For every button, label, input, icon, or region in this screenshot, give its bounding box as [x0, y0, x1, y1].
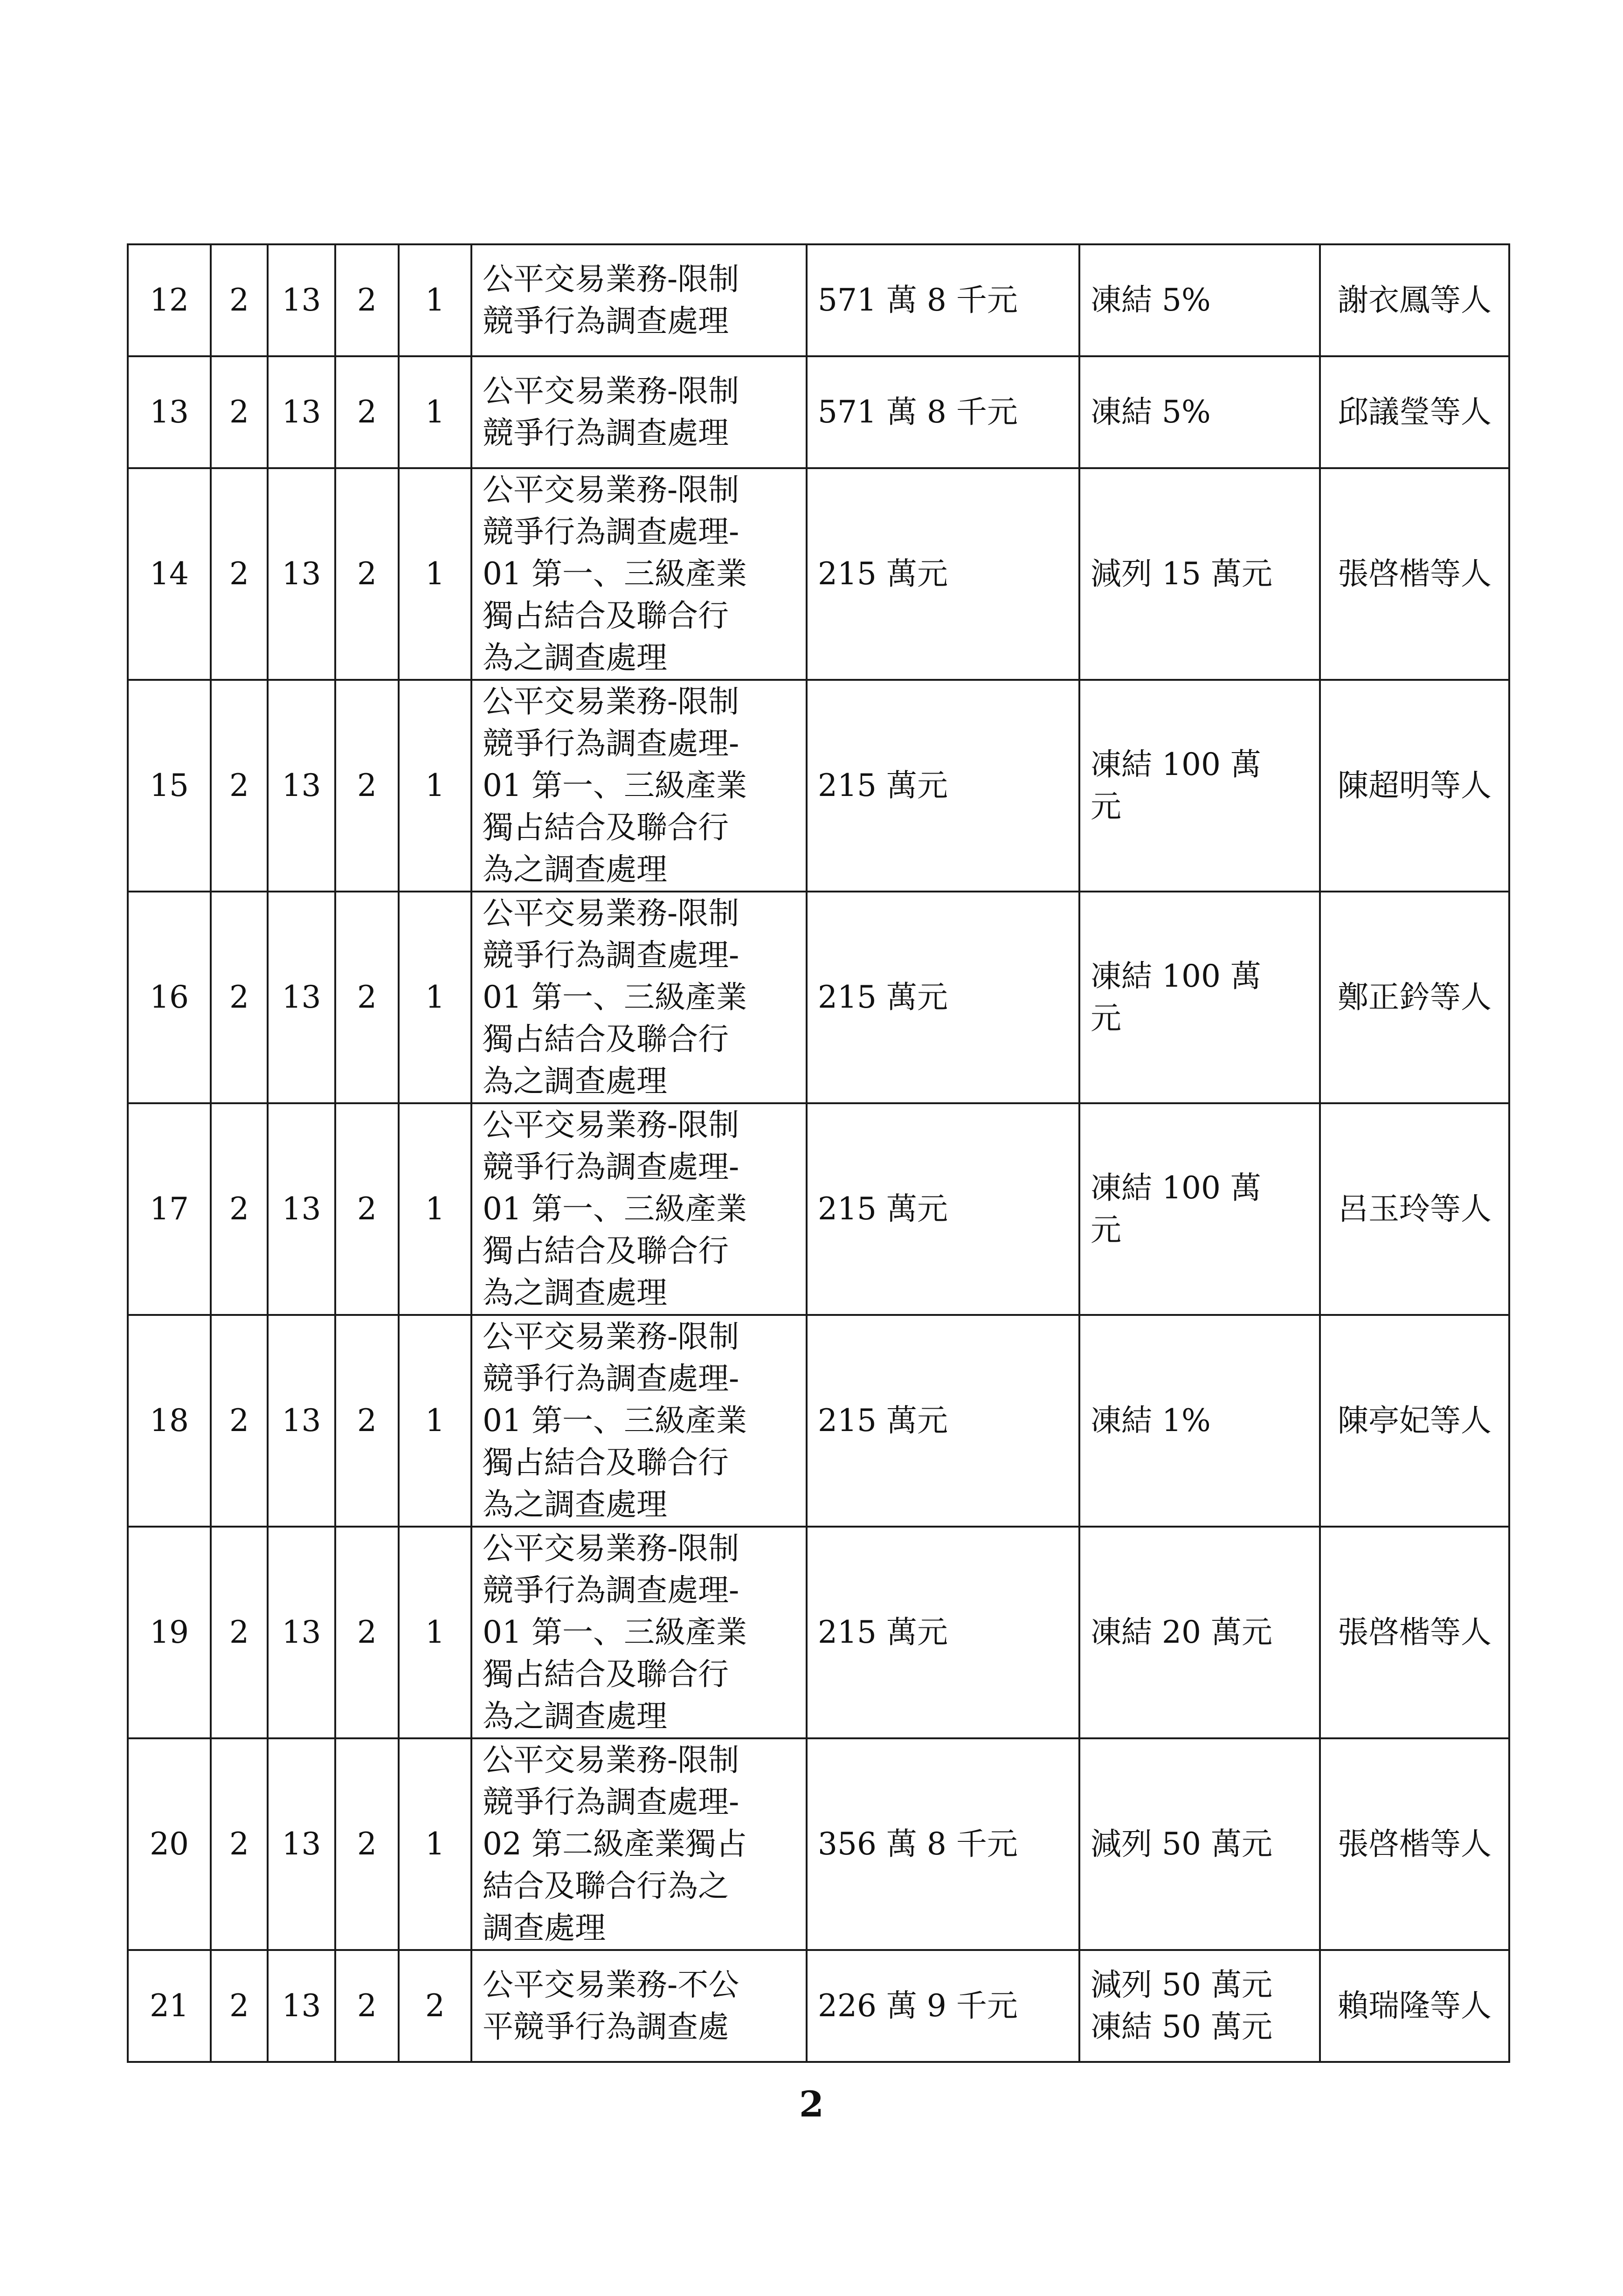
- budget-resolution-table: [127, 243, 1510, 2063]
- item-line: 01 第一、三級產業: [483, 1614, 747, 1650]
- code-cell: 2: [211, 1103, 268, 1315]
- item-line: 競爭行為調查處理-: [483, 1572, 739, 1608]
- item-line: 公平交易業務-限制: [483, 1742, 739, 1778]
- item-cell: [471, 1527, 807, 1738]
- resolution-line: 減列 50 萬元: [1091, 1967, 1272, 2003]
- code-cell: 1: [399, 1738, 471, 1950]
- resolution-line: 元: [1091, 788, 1121, 824]
- item-cell: [471, 468, 807, 680]
- resolution-line: 凍結 50 萬元: [1091, 2009, 1272, 2045]
- code-cell: 2: [335, 1103, 399, 1315]
- code-cell: 2: [211, 1950, 268, 2062]
- code-cell: 2: [335, 356, 399, 468]
- item-line: 01 第一、三級產業: [483, 1403, 747, 1438]
- item-line: 競爭行為調查處理-: [483, 1784, 739, 1820]
- resolution-line: 元: [1091, 1000, 1121, 1036]
- row-number-cell: 17: [128, 1103, 211, 1315]
- resolution-line: 凍結 1%: [1091, 1403, 1211, 1438]
- item-cell: [471, 1103, 807, 1315]
- code-cell: 1: [399, 892, 471, 1103]
- item-line: 為之調查處理: [483, 640, 667, 676]
- code-cell: 1: [399, 244, 471, 356]
- item-line: 公平交易業務-限制: [483, 1530, 739, 1566]
- resolution-cell: [1079, 680, 1320, 892]
- budget-amount-cell: 215 萬元: [807, 1315, 1079, 1527]
- resolution-cell: [1079, 244, 1320, 356]
- code-cell: 2: [211, 892, 268, 1103]
- table-row: [128, 1950, 1509, 2062]
- budget-amount-cell: 215 萬元: [807, 892, 1079, 1103]
- item-line: 公平交易業務-限制: [483, 261, 739, 297]
- table-row: [128, 244, 1509, 356]
- item-line: 競爭行為調查處理-: [483, 514, 739, 550]
- table-row: [128, 892, 1509, 1103]
- table-row: [128, 1527, 1509, 1738]
- code-cell: 2: [211, 356, 268, 468]
- code-cell: 1: [399, 1527, 471, 1738]
- code-cell: 13: [268, 1527, 335, 1738]
- code-cell: 1: [399, 356, 471, 468]
- item-cell: [471, 1950, 807, 2062]
- code-cell: 13: [268, 1315, 335, 1527]
- code-cell: 2: [335, 1738, 399, 1950]
- row-number-cell: 14: [128, 468, 211, 680]
- code-cell: 2: [211, 468, 268, 680]
- resolution-line: 凍結 5%: [1091, 394, 1211, 430]
- table-row: [128, 356, 1509, 468]
- proposer-cell: 邱議瑩等人: [1320, 356, 1509, 468]
- resolution-line: 凍結 20 萬元: [1091, 1614, 1272, 1650]
- proposer-cell: 賴瑞隆等人: [1320, 1950, 1509, 2062]
- row-number-cell: 13: [128, 356, 211, 468]
- item-line: 公平交易業務-限制: [483, 472, 739, 508]
- item-line: 為之調查處理: [483, 851, 667, 887]
- budget-amount-cell: 226 萬 9 千元: [807, 1950, 1079, 2062]
- row-number-cell: 15: [128, 680, 211, 892]
- budget-amount-cell: 356 萬 8 千元: [807, 1738, 1079, 1950]
- resolution-cell: [1079, 356, 1320, 468]
- table-row: [128, 468, 1509, 680]
- resolution-cell: [1079, 892, 1320, 1103]
- item-line: 競爭行為調查處理: [483, 303, 729, 339]
- proposer-cell: 陳亭妃等人: [1320, 1315, 1509, 1527]
- item-line: 01 第一、三級產業: [483, 1191, 747, 1227]
- item-cell: [471, 244, 807, 356]
- code-cell: 2: [211, 680, 268, 892]
- item-line: 獨占結合及聯合行: [483, 598, 729, 634]
- row-number-cell: 20: [128, 1738, 211, 1950]
- item-line: 平競爭行為調查處: [483, 2009, 729, 2045]
- resolution-cell: [1079, 1950, 1320, 2062]
- item-line: 獨占結合及聯合行: [483, 1021, 729, 1057]
- item-line: 為之調查處理: [483, 1063, 667, 1099]
- item-line: 公平交易業務-不公: [483, 1967, 739, 2003]
- table-body: [128, 244, 1509, 2062]
- item-cell: [471, 1315, 807, 1527]
- code-cell: 1: [399, 1103, 471, 1315]
- table-row: [128, 1738, 1509, 1950]
- code-cell: 13: [268, 680, 335, 892]
- proposer-cell: 張啓楷等人: [1320, 468, 1509, 680]
- code-cell: 2: [335, 892, 399, 1103]
- item-line: 競爭行為調查處理: [483, 415, 729, 451]
- item-line: 獨占結合及聯合行: [483, 1656, 729, 1692]
- item-line: 為之調查處理: [483, 1275, 667, 1311]
- resolution-line: 凍結 100 萬: [1091, 958, 1261, 994]
- row-number-cell: 18: [128, 1315, 211, 1527]
- code-cell: 2: [335, 1527, 399, 1738]
- code-cell: 2: [211, 244, 268, 356]
- budget-amount-cell: 215 萬元: [807, 468, 1079, 680]
- code-cell: 2: [211, 1738, 268, 1950]
- resolution-cell: [1079, 1527, 1320, 1738]
- resolution-line: 減列 15 萬元: [1091, 556, 1272, 592]
- item-line: 競爭行為調查處理-: [483, 1149, 739, 1185]
- item-cell: [471, 1738, 807, 1950]
- item-line: 01 第一、三級產業: [483, 979, 747, 1015]
- row-number-cell: 16: [128, 892, 211, 1103]
- resolution-line: 凍結 5%: [1091, 282, 1211, 318]
- row-number-cell: 12: [128, 244, 211, 356]
- proposer-cell: 陳超明等人: [1320, 680, 1509, 892]
- proposer-cell: 張啓楷等人: [1320, 1527, 1509, 1738]
- code-cell: 2: [211, 1315, 268, 1527]
- item-line: 01 第一、三級產業: [483, 768, 747, 803]
- proposer-cell: 謝衣鳳等人: [1320, 244, 1509, 356]
- item-line: 獨占結合及聯合行: [483, 1233, 729, 1269]
- code-cell: 1: [399, 1315, 471, 1527]
- table-row: [128, 680, 1509, 892]
- budget-amount-cell: 571 萬 8 千元: [807, 244, 1079, 356]
- item-line: 競爭行為調查處理-: [483, 937, 739, 973]
- item-line: 獨占結合及聯合行: [483, 1445, 729, 1480]
- code-cell: 2: [335, 468, 399, 680]
- resolution-line: 凍結 100 萬: [1091, 747, 1261, 782]
- item-line: 公平交易業務-限制: [483, 1107, 739, 1143]
- code-cell: 2: [335, 244, 399, 356]
- item-line: 公平交易業務-限制: [483, 684, 739, 719]
- budget-amount-cell: 215 萬元: [807, 680, 1079, 892]
- item-line: 競爭行為調查處理-: [483, 726, 739, 761]
- code-cell: 2: [335, 1950, 399, 2062]
- proposer-cell: 鄭正鈐等人: [1320, 892, 1509, 1103]
- item-line: 為之調查處理: [483, 1698, 667, 1734]
- code-cell: 2: [399, 1950, 471, 2062]
- item-cell: [471, 680, 807, 892]
- code-cell: 13: [268, 1950, 335, 2062]
- item-line: 02 第二級產業獨占: [483, 1826, 747, 1862]
- item-line: 為之調查處理: [483, 1487, 667, 1522]
- code-cell: 13: [268, 892, 335, 1103]
- resolution-line: 元: [1091, 1212, 1121, 1248]
- page-number: 2: [799, 2083, 824, 2125]
- resolution-cell: [1079, 1315, 1320, 1527]
- row-number-cell: 19: [128, 1527, 211, 1738]
- table-row: [128, 1103, 1509, 1315]
- proposer-cell: 呂玉玲等人: [1320, 1103, 1509, 1315]
- code-cell: 13: [268, 1738, 335, 1950]
- row-number-cell: 21: [128, 1950, 211, 2062]
- code-cell: 2: [335, 1315, 399, 1527]
- item-line: 01 第一、三級產業: [483, 556, 747, 592]
- item-cell: [471, 356, 807, 468]
- code-cell: 13: [268, 468, 335, 680]
- code-cell: 2: [211, 1527, 268, 1738]
- item-line: 競爭行為調查處理-: [483, 1361, 739, 1397]
- budget-amount-cell: 215 萬元: [807, 1103, 1079, 1315]
- code-cell: 1: [399, 680, 471, 892]
- resolution-line: 凍結 100 萬: [1091, 1170, 1261, 1206]
- resolution-cell: [1079, 1738, 1320, 1950]
- code-cell: 2: [335, 680, 399, 892]
- item-line: 公平交易業務-限制: [483, 1319, 739, 1355]
- code-cell: 1: [399, 468, 471, 680]
- code-cell: 13: [268, 356, 335, 468]
- resolution-line: 減列 50 萬元: [1091, 1826, 1272, 1862]
- item-line: 獨占結合及聯合行: [483, 809, 729, 845]
- item-line: 公平交易業務-限制: [483, 895, 739, 931]
- item-line: 公平交易業務-限制: [483, 373, 739, 409]
- item-cell: [471, 892, 807, 1103]
- resolution-cell: [1079, 1103, 1320, 1315]
- table-row: [128, 1315, 1509, 1527]
- item-line: 結合及聯合行為之: [483, 1868, 729, 1904]
- resolution-cell: [1079, 468, 1320, 680]
- proposer-cell: 張啓楷等人: [1320, 1738, 1509, 1950]
- code-cell: 13: [268, 1103, 335, 1315]
- budget-amount-cell: 571 萬 8 千元: [807, 356, 1079, 468]
- budget-amount-cell: 215 萬元: [807, 1527, 1079, 1738]
- code-cell: 13: [268, 244, 335, 356]
- item-line: 調查處理: [483, 1910, 606, 1946]
